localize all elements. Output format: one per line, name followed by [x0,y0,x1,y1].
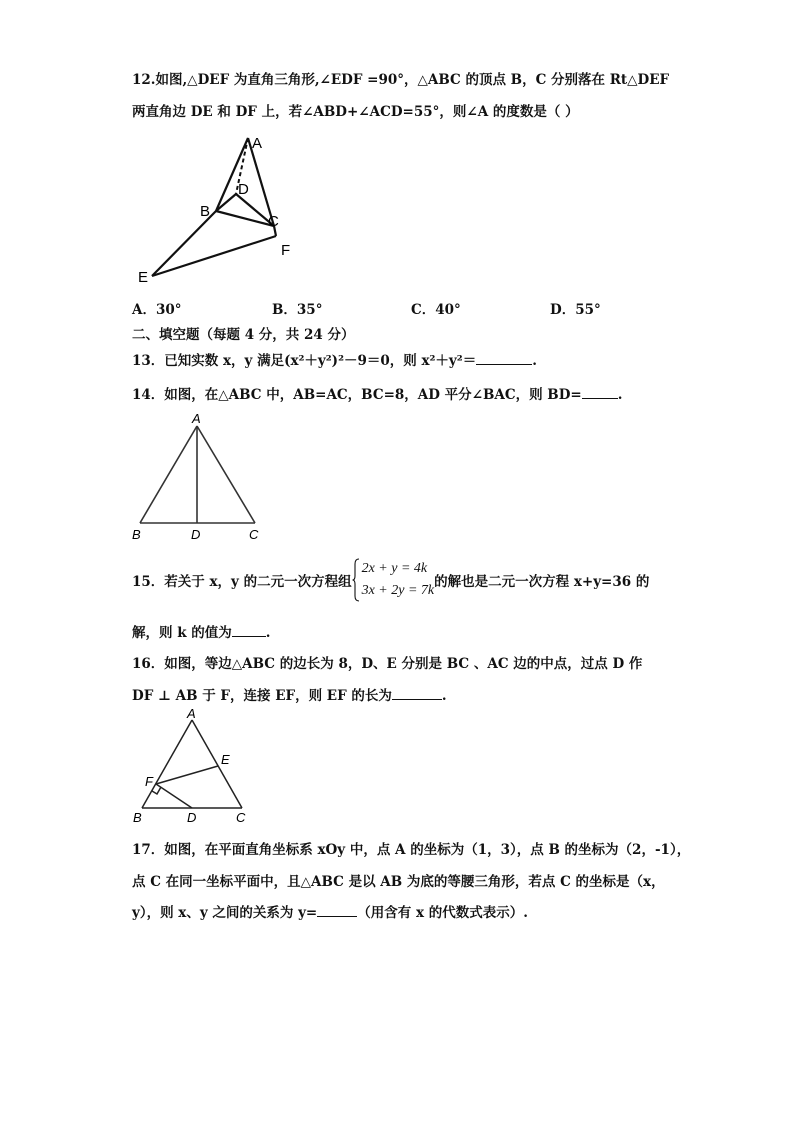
q12-option-c: C．40° [411,302,461,318]
q16-figure [128,706,258,826]
q15-equation-1: 2x + y = 4k [361,561,428,576]
q15-equation-system [352,558,435,602]
q15-line2-suffix: . [265,625,271,641]
q15-prefix: 15．若关于 x，y 的二元一次方程组 [132,574,352,590]
q16-line-1: 16．如图，等边△ABC 的边长为 8，D、E 分别是 BC 、AC 边的中点，过点 D 作 [132,656,643,672]
q15-line-1 [132,558,649,602]
q14-suffix: . [617,387,623,403]
q15-suffix: 的解也是二元一次方程 x+y=36 的 [434,574,650,590]
q17-answer-blank [317,904,357,917]
q14-label-d: D [191,527,201,542]
q13-text [132,349,537,369]
q17-line-2: 点 C 在同一坐标平面中，且△ABC 是以 AB 为底的等腰三角形，若点 C 的坐标是（x， [132,874,665,890]
q17-line3-prefix: y），则 x、y 之间的关系为 y= [132,905,318,921]
q15-brace [352,558,360,602]
q12-label-a: A [252,135,263,152]
q13-suffix: . [532,353,537,369]
q13-prefix: 13．已知实数 x，y 满足(x²＋y²)²－9＝0，则 x²＋y²＝ [132,353,477,369]
q16-side-ac [192,720,242,808]
q16-label-e: E [221,752,230,767]
q12-label-f: F [281,242,291,259]
q15-equation-2: 3x + 2y = 7k [361,583,435,598]
q12-label-b: B [200,203,211,220]
q12-figure [130,126,310,286]
q12-label-e: E [138,269,149,286]
q15-line-2 [132,621,270,641]
q12-option-b: B．35° [272,302,323,318]
q16-line2-suffix: . [441,688,447,704]
q16-answer-blank [392,687,442,700]
q12-line-1: 12.如图,△DEF 为直角三角形,∠EDF =90°，△ABC 的顶点 B，C 分别落在 Rt△DEF [132,72,670,88]
q14-side-ac [197,426,255,523]
q13-answer-blank [476,352,532,365]
q17-line-1: 17．如图，在平面直角坐标系 xOy 中，点 A 的坐标为（1，3），点 B 的坐标为（2，-1）， [132,842,691,858]
q16-label-a: A [187,706,196,721]
q17-line3-suffix: （用含有 x 的代数式表示）. [357,905,528,921]
q14-figure [128,412,278,544]
q14-side-ab [140,426,197,523]
q16-line2-prefix: DF ⊥ AB 于 F，连接 EF，则 EF 的长为 [132,688,392,704]
section-header: 二、填空题（每题 4 分，共 24 分） [132,327,355,343]
q16-side-ab [142,720,192,808]
q12-label-c: C [268,213,279,230]
q14-prefix: 14．如图，在△ABC 中，AB=AC，BC=8，AD 平分∠BAC，则 BD= [132,387,582,403]
q16-label-c: C [236,810,246,825]
q12-line-2: 两直角边 DE 和 DF 上，若∠ABD+∠ACD=55°，则∠A 的度数是（ ） [132,104,579,120]
q16-label-f: F [145,774,153,789]
q15-answer-blank [232,624,266,637]
q17-line-3 [132,901,528,921]
q12-option-a: A．30° [132,302,182,318]
q15-line2-prefix: 解，则 k 的值为 [132,625,232,641]
q16-label-d: D [187,810,197,825]
q16-label-b: B [133,810,142,825]
q16-segment-fe [156,766,218,784]
q14-label-b: B [132,527,141,542]
q16-line-2 [132,684,447,704]
q14-text [132,383,622,403]
q14-label-c: C [249,527,259,542]
q14-answer-blank [582,386,618,399]
q14-label-a: A [192,412,201,426]
q12-option-d: D．55° [550,302,601,318]
q12-label-d: D [238,181,249,198]
